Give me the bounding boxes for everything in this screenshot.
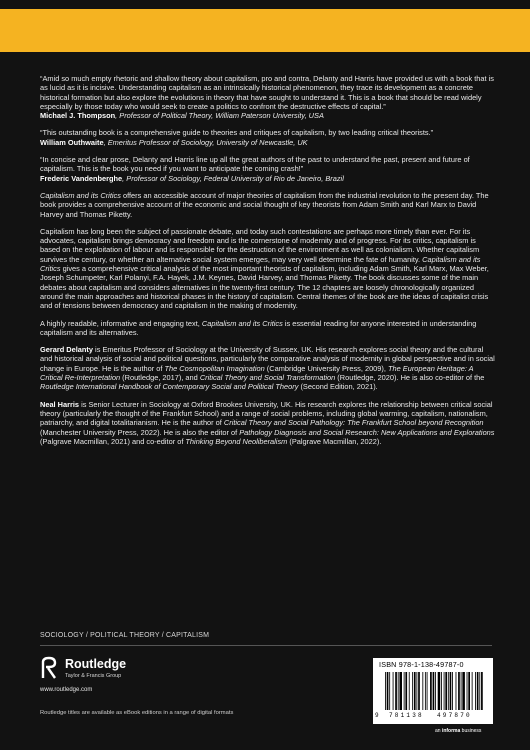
publisher-name: Routledge [65, 657, 127, 671]
barcode-bar [468, 672, 470, 710]
isbn-label: ISBN 978-1-138-49787-0 [379, 660, 464, 669]
barcode-bar [450, 672, 452, 710]
barcode-bar [412, 672, 413, 710]
author-name: Neal Harris [40, 399, 80, 409]
barcode-bar [389, 672, 390, 710]
barcode-bar [433, 672, 435, 710]
barcode-bar [422, 672, 423, 710]
blurb-text: Capitalism has long been the subject of passionate debate, and today such contestations are perhaps more timely than ever. For its advocates, capitalism brings democracy and freedom and is the cornerstone of modernity and of progress. For its critics, capitalism is based on the exploitation of labour and is responsible for the destruction of the environment as well as colonialism. Whether capitalism survives the century, or whether an alternative social system emerges, may very well determine the fate of humanity. [40, 226, 480, 264]
bio-text: (Manchester University Press, 2022). He is also the editor of [40, 427, 240, 437]
reviewer-title: , Emeritus Professor of Sociology, University of Newcastle, UK [103, 137, 308, 147]
barcode-bar [445, 672, 447, 710]
barcode-bar [425, 672, 426, 710]
subject-categories: SOCIOLOGY / POLITICAL THEORY / CAPITALISM [40, 632, 210, 639]
barcode-bar [393, 672, 394, 710]
work-title: The European Heritage: A Critical Re-Interpretation [40, 363, 474, 383]
barcode-icon [379, 672, 487, 712]
reviewer-name: Frederic Vandenberghe [40, 173, 123, 183]
work-title: Routledge International Handbook of Contemporary Social and Political Theory [40, 382, 299, 392]
barcode-bar [444, 672, 445, 710]
review-quote-2 [40, 128, 496, 147]
quote-attribution [40, 138, 496, 147]
work-title: Critical Theory and Social Transformation [199, 373, 336, 383]
barcode-bar [409, 672, 410, 710]
bio-text: (Second Edition, 2021). [298, 382, 378, 392]
barcode-digit-lead: 9 [375, 712, 379, 719]
work-title: Critical Theory and Social Pathology: The Frankfurt School beyond Recognition [223, 418, 484, 428]
bio-text: (Palgrave Macmillan, 2021) and co-editor of [40, 436, 186, 446]
barcode-bar [414, 672, 416, 710]
book-title: Capitalism and its Critics [40, 190, 121, 200]
work-title: Pathology Diagnosis and Social Research: New Applications and Explorations [239, 427, 495, 437]
blurb-text: is essential reading for anyone interested in understanding capitalism and its alternatives. [40, 318, 477, 337]
barcode-bar [399, 672, 402, 710]
barcode-bar [404, 672, 405, 710]
barcode-bar [448, 672, 449, 710]
barcode-digits-right: 497870 [437, 712, 472, 719]
reviewer-name: Michael J. Thompson [40, 111, 116, 121]
bio-text: (Routledge, 2017), and [120, 373, 200, 383]
barcode-bar [477, 672, 479, 710]
quote-attribution [40, 174, 496, 183]
publisher-logo [40, 656, 170, 696]
blurb-text: gives a comprehensive critical analysis of the most important theorists of capitalism, including Adam Smith, Karl Marx, Max Weber, Joseph Schumpeter, Karl Polanyi, F.A. Hayek, J.M. Keynes, David Harvey, and Thomas Piketty. The book discusses some of the main debates about capitalism and considers alternatives in the twenty-first century. The 12 chapters are loosely chronologically organized around the main approaches and historical phases in the history of capitalism. Central themes of the book are the ideas of capitalist crisis and of tensions between democracy and capitalism in the making of modernity. [40, 264, 489, 311]
publisher-group: Taylor & Francis Group [65, 673, 122, 679]
divider-line [40, 645, 492, 646]
informa-suffix: business [460, 728, 482, 734]
barcode-bar [398, 672, 399, 710]
barcode-bar [405, 672, 407, 710]
yellow-band [0, 9, 530, 52]
barcode-bar [385, 672, 386, 710]
reviewer-name: William Outhwaite [40, 137, 104, 147]
barcode-bar [435, 672, 436, 710]
barcode-bar [387, 672, 389, 710]
barcode-bar [438, 672, 441, 710]
publisher-url[interactable]: www.routledge.com [40, 687, 93, 693]
barcode-bar [479, 672, 480, 710]
blurb-paragraph-2 [40, 227, 496, 311]
routledge-logo-icon [40, 656, 60, 680]
quote-text: “Amid so much empty rhetoric and shallow theory about capitalism, pro and contra, Delanty and Harris have provided us with a book that is as lucid as it is incisive. Understanding capitalism as an intrinsically historical phenomenon, they trace its development as a concrete historical formation but also explore the evolutions in theory that have sought to understand it. This is a book that should be read widely especially by those today who would seek to create a politics to confront the destructive effects of capital.” [40, 74, 494, 111]
bio-text: (Palgrave Macmillan, 2022). [287, 436, 382, 446]
book-title: Capitalism and its Critics [201, 318, 283, 328]
top-dark-strip [0, 0, 530, 9]
blurb-paragraph-3 [40, 319, 496, 338]
barcode-bar [462, 672, 465, 710]
barcode-bar [461, 672, 462, 710]
barcode-bar [458, 672, 460, 710]
reviewer-title: , Professor of Political Theory, William Paterson University, USA [115, 111, 324, 121]
barcode-bar [418, 672, 420, 710]
quote-text: “This outstanding book is a comprehensive guide to theories and critiques of capitalism, by two leading critical theorists.” [40, 128, 434, 138]
barcode-bar [472, 672, 473, 710]
informa-prefix: an [435, 728, 442, 734]
informa-business-tagline [435, 728, 481, 734]
bio-text: is Senior Lecturer in Sociology at Oxford Brookes University, UK. His research explores the relationship between critical social theory (particularly the thought of the Frankfurt School) and a range of social problems, including global warming, capitalism, nationalism, patriarchy, and digital totalitarianism. He is the author of [40, 399, 493, 428]
blurb-text: offers an accessible account of major theories of capitalism from the industrial revolution to the present day. The book provides a comprehensive account of the economic and social thought of key theorists from Adam Smith and Karl Marx to David Harvey and Thomas Piketty. [40, 190, 489, 219]
bio-text: (Routledge, 2020). He is also co-editor of the [335, 373, 485, 383]
barcode-bar [395, 672, 397, 710]
barcode-bar [427, 672, 428, 710]
barcode-bar [481, 672, 483, 710]
isbn-barcode-box [373, 658, 493, 724]
barcode-bar [456, 672, 457, 710]
back-cover-text [40, 74, 496, 454]
ebook-note: Routledge titles are available as eBook editions in a range of digital formats [40, 710, 234, 716]
informa-brand: informa [441, 728, 461, 734]
review-quote-1 [40, 74, 496, 120]
reviewer-title: , Professor of Sociology, Federal University of Rio de Janeiro, Brazil [122, 173, 344, 183]
barcode-bar [452, 672, 453, 710]
barcode-bar [441, 672, 442, 710]
barcode-bar [467, 672, 468, 710]
book-title: Capitalism and its Critics [40, 254, 481, 274]
bio-text: (Cambridge University Press, 2009), [264, 363, 388, 373]
barcode-digits-left: 781138 [389, 712, 424, 719]
barcode-bar [416, 672, 417, 710]
barcode-bar [430, 672, 432, 710]
author-name: Gerard Delanty [40, 345, 93, 355]
blurb-text: A highly readable, informative and engaging text, [40, 318, 202, 328]
quote-text: “In concise and clear prose, Delanty and Harris line up all the great authors of the past to understand the past, present and future of capitalism. This is the book you need if you want to anticipate the coming crash!” [40, 155, 470, 174]
quote-attribution [40, 111, 496, 120]
review-quote-3 [40, 155, 496, 183]
author-bio-harris [40, 400, 496, 446]
blurb-paragraph-1 [40, 191, 496, 219]
work-title: Thinking Beyond Neoliberalism [185, 436, 288, 446]
work-title: The Cosmopolitan Imagination [164, 363, 265, 373]
barcode-bar [475, 672, 476, 710]
author-bio-delanty [40, 345, 496, 391]
bio-text: is Emeritus Professor of Sociology at the University of Sussex, UK. His research explores social theory and the cultural and historical analysis of social and political questions, particularly the comparative analysis of modernity in global perspective and in social change in Europe. He is the author of [40, 345, 495, 373]
